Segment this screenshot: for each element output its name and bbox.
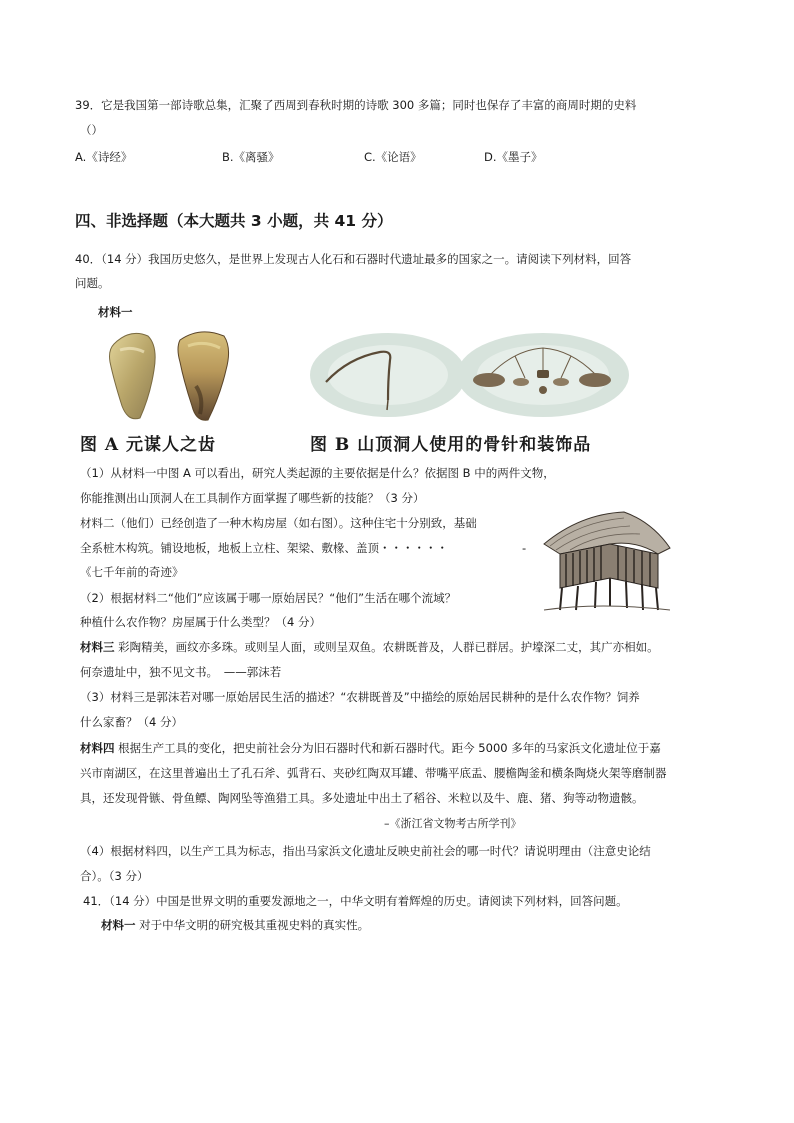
q39-answer-paren: （） [80, 123, 103, 137]
material-4-line3: 具，还发现骨镞、骨鱼鳔、陶网坠等渔猎工具。多处遗址中出土了稻谷、米粒以及牛、鹿、猪、狗等动物遗骸。 [80, 791, 644, 805]
q40-sub4-line1: （4）根据材料四，以生产工具为标志，指出马家浜文化遗址反映史前社会的哪一时代？请说明理由（注意史论结 [80, 844, 651, 858]
q41-material-1-line [101, 917, 369, 933]
material-4-line2: 兴市南湖区，在这里普遍出土了孔石斧、弧背石、夹砂红陶双耳罐、带嘴平底盂、腰檐陶釜和横条陶烧火架等磨制器 [80, 766, 667, 780]
material-3-text: 彩陶精美，画纹亦多珠。或则呈人面，或则呈双鱼。农耕既普及，人群已群居。护壕深二丈，其广亦相如。 [114, 640, 659, 654]
material-4-text: 根据生产工具的变化，把史前社会分为旧石器时代和新石器时代。距今 5000 多年的马家浜文化遗址位于嘉 [114, 741, 661, 755]
material-4-line1 [80, 740, 661, 756]
q39-stem: 39．它是我国第一部诗歌总集，汇聚了西周到春秋时期的诗歌 300 多篇；同时也保存了丰富的商周时期的史料 [75, 98, 637, 112]
material-2-source: 《七千年前的奇迹》 [80, 565, 184, 579]
q40-sub1-line1: （1）从材料一中图 A 可以看出，研究人类起源的主要依据是什么？依据图 B 中的两件文物， [80, 466, 555, 480]
q40-sub2-line1: （2）根据材料二“他们”应该属于哪一原始居民？“他们”生活在哪个流域？ [80, 591, 457, 605]
q40-sub3-line1: （3）材料三是郭沫若对哪一原始居民生活的描述？“农耕既普及”中描绘的原始居民耕种的是什么农作物？饲养 [80, 690, 640, 704]
figure-b-caption: 图 B 山顶洞人使用的骨针和装饰品 [310, 435, 592, 455]
q39-option-b: B.《离骚》 [222, 150, 280, 164]
ornaments-image [455, 330, 630, 420]
q41-stem: 41．（14 分）中国是世界文明的重要发源地之一，中华文明有着辉煌的历史。请阅读下列材料，回答问题。 [83, 894, 628, 908]
material-4-source: –《浙江省文物考古所学刊》 [384, 817, 522, 830]
q40-stem: 40．（14 分）我国历史悠久，是世界上发现古人化石和石器时代遗址最多的国家之一。请阅读下列材料，回答 [75, 252, 632, 266]
q39-option-c: C.《论语》 [364, 150, 422, 164]
q39-option-a: A.《诗经》 [75, 150, 133, 164]
q40-sub3-line2: 什么家畜？（4 分） [80, 715, 183, 729]
stilt-house-image [540, 510, 674, 614]
material-4-label: 材料四 [80, 741, 115, 755]
yuanmou-teeth-image [100, 326, 240, 426]
q39-option-d: D.《墨子》 [484, 150, 543, 164]
bone-needle-image [308, 330, 468, 420]
material-3-line2: 何奈遗址中，独不见文书。 ——郭沫若 [80, 665, 282, 679]
q40-sub1-line2: 你能推测出山顶洞人在工具制作方面掌握了哪些新的技能？（3 分） [80, 491, 425, 505]
section-heading: 四、非选择题（本大题共 3 小题，共 41 分） [75, 212, 393, 230]
q40-stem-cont: 问题。 [75, 276, 110, 290]
q40-sub4-line2: 合）。（3 分） [80, 869, 149, 883]
material-3-line1 [80, 639, 659, 655]
q41-material-1-label: 材料一 [101, 918, 136, 932]
material-2-dash: - [522, 541, 527, 555]
q41-material-1-text: 对于中华文明的研究极其重视史料的真实性。 [135, 918, 370, 932]
q40-sub2-line2: 种植什么农作物？房屋属于什么类型？（4 分） [80, 615, 321, 629]
material-1-label: 材料一 [98, 305, 133, 319]
material-2-line1: 材料二（他们）已经创造了一种木构房屋（如右图）。这种住宅十分别致，基础 [80, 516, 477, 530]
material-2-line2: 全系桩木构筑。铺设地板，地板上立柱、架梁、敷椽、盖顶・・・・・・ [80, 541, 448, 555]
figure-a-caption: 图 A 元谋人之齿 [80, 435, 217, 455]
material-3-label: 材料三 [80, 640, 115, 654]
